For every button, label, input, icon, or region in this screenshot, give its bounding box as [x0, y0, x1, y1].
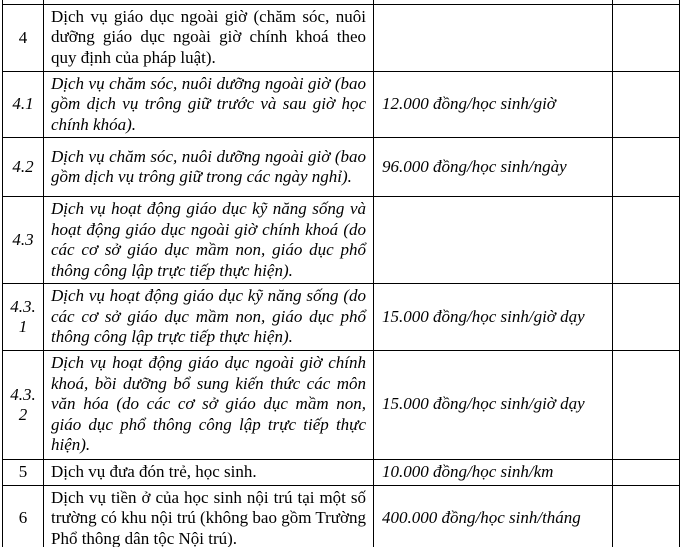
- row-number-cell: 4.3: [3, 197, 44, 284]
- table-row: [3, 138, 680, 197]
- table-row: [3, 71, 680, 138]
- price-cell: [374, 4, 613, 71]
- row-number-cell: 4.1: [3, 71, 44, 138]
- service-description-cell: Dịch vụ hoạt động giáo dục kỹ năng sống (do các cơ sở giáo dục mầm non, giáo dục phổ thông công lập trực tiếp thực hiện).: [44, 284, 374, 351]
- price-cell: 96.000 đồng/học sinh/ngày: [374, 138, 613, 197]
- service-description-cell: Dịch vụ chăm sóc, nuôi dưỡng ngoài giờ (bao gồm dịch vụ trông giữ trong các ngày nghỉ).: [44, 138, 374, 197]
- service-description-cell: Dịch vụ chăm sóc, nuôi dưỡng ngoài giờ (bao gồm dịch vụ trông giữ trước và sau giờ học chính khóa).: [44, 71, 374, 138]
- note-cell: [613, 4, 680, 71]
- row-number-cell: 4.3.1: [3, 284, 44, 351]
- row-number-cell: 4.3.2: [3, 350, 44, 459]
- row-number-cell: 4.2: [3, 138, 44, 197]
- price-cell: 15.000 đồng/học sinh/giờ dạy: [374, 350, 613, 459]
- price-cell: 15.000 đồng/học sinh/giờ dạy: [374, 284, 613, 351]
- row-number-cell: 4: [3, 4, 44, 71]
- table-row: [3, 350, 680, 459]
- note-cell: [613, 197, 680, 284]
- service-description-cell: Dịch vụ giáo dục ngoài giờ (chăm sóc, nuôi dưỡng giáo dục ngoài giờ chính khoá theo quy định của pháp luật).: [44, 4, 374, 71]
- fee-table: [2, 0, 680, 547]
- price-cell: 400.000 đồng/học sinh/tháng: [374, 485, 613, 547]
- price-cell: 10.000 đồng/học sinh/km: [374, 459, 613, 485]
- note-cell: [613, 284, 680, 351]
- row-number-cell: 6: [3, 485, 44, 547]
- service-description-cell: Dịch vụ hoạt động giáo dục kỹ năng sống và hoạt động giáo dục ngoài giờ chính khoá (do các cơ sở giáo dục mầm non, giáo dục phổ thông công lập trực tiếp thực hiện).: [44, 197, 374, 284]
- service-description-cell: Dịch vụ hoạt động giáo dục ngoài giờ chính khoá, bồi dưỡng bổ sung kiến thức các môn văn hóa (do các cơ sở giáo dục mầm non, giáo dục phổ thông công lập trực tiếp thực hiện).: [44, 350, 374, 459]
- note-cell: [613, 350, 680, 459]
- price-cell: [374, 197, 613, 284]
- note-cell: [613, 459, 680, 485]
- table-row: [3, 485, 680, 547]
- note-cell: [613, 71, 680, 138]
- note-cell: [613, 485, 680, 547]
- table-row: [3, 197, 680, 284]
- price-cell: 12.000 đồng/học sinh/giờ: [374, 71, 613, 138]
- table-row: [3, 4, 680, 71]
- table-row: [3, 459, 680, 485]
- note-cell: [613, 138, 680, 197]
- service-description-cell: Dịch vụ tiền ở của học sinh nội trú tại một số trường có khu nội trú (không bao gồm Trường Phổ thông dân tộc Nội trú).: [44, 485, 374, 547]
- row-number-cell: 5: [3, 459, 44, 485]
- service-description-cell: Dịch vụ đưa đón trẻ, học sinh.: [44, 459, 374, 485]
- table-row: [3, 284, 680, 351]
